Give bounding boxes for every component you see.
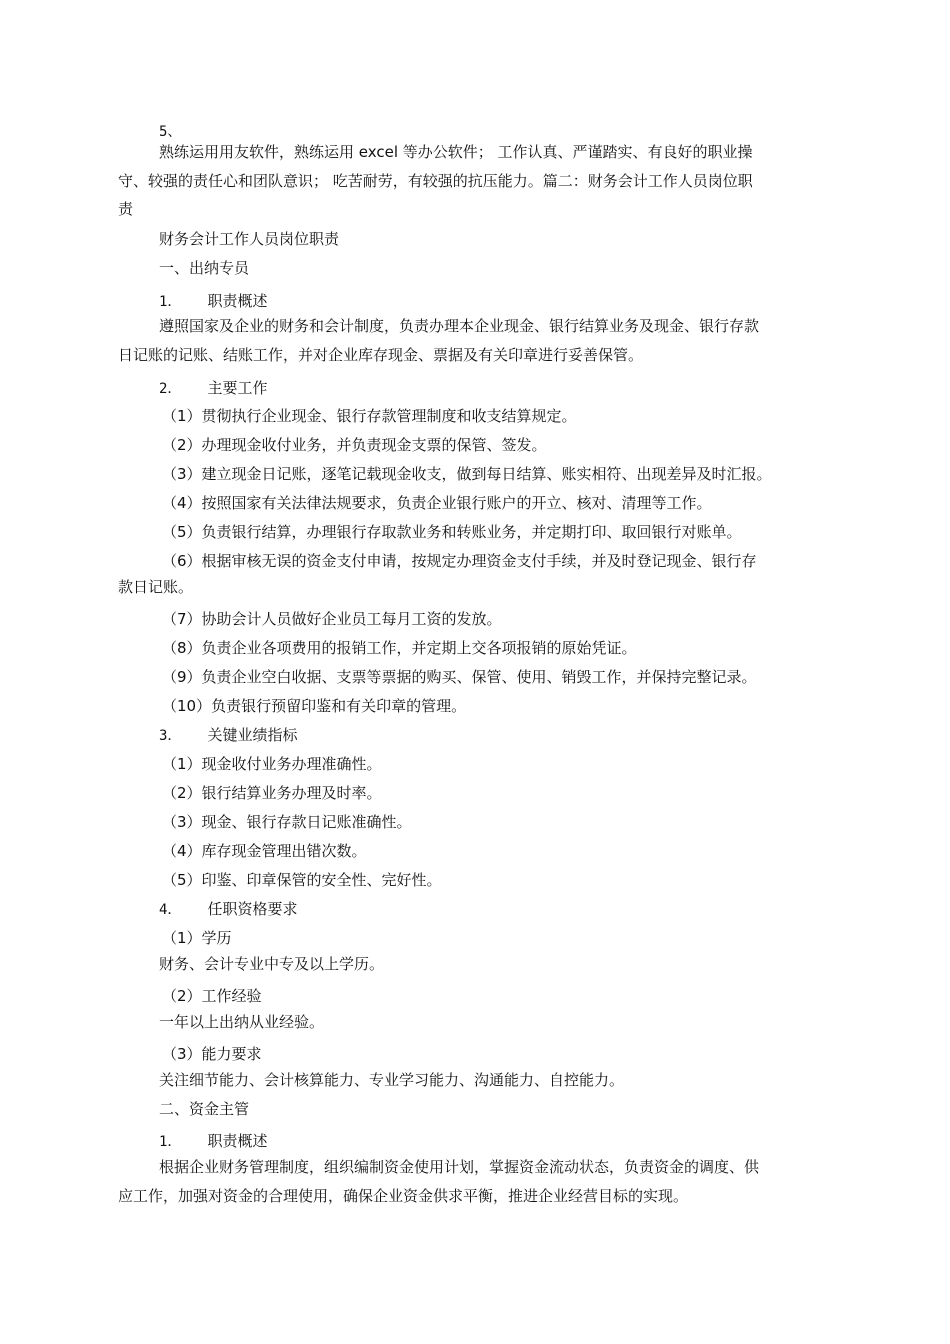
paragraph-line: 守、较强的责任心和团队意识； 吃苦耐劳，有较强的抗压能力。篇二：财务会计工作人员岗位职 — [118, 172, 753, 190]
list-item: （1）现金收付业务办理准确性。 — [162, 755, 382, 773]
subsection-heading: 1． 职责概述 — [159, 1132, 268, 1150]
subsection-heading: 4． 任职资格要求 — [159, 900, 298, 918]
list-item: （2）工作经验 — [162, 987, 262, 1005]
section-title: 财务会计工作人员岗位职责 — [159, 230, 340, 248]
paragraph-line: 遵照国家及企业的财务和会计制度，负责办理本企业现金、银行结算业务及现金、银行存款 — [159, 317, 760, 335]
paragraph-line: 熟练运用用友软件，熟练运用 excel 等办公软件； 工作认真、严谨踏实、有良好的职业操 — [159, 143, 753, 161]
subsection-heading: 3． 关键业绩指标 — [159, 726, 298, 744]
paragraph-line: 财务、会计专业中专及以上学历。 — [159, 955, 385, 973]
list-item: （2）办理现金收付业务，并负责现金支票的保管、签发。 — [162, 436, 547, 454]
list-item: （6）根据审核无误的资金支付申请，按规定办理资金支付手续，并及时登记现金、银行存 — [162, 552, 757, 570]
list-item: （1）贯彻执行企业现金、银行存款管理制度和收支结算规定。 — [162, 407, 577, 425]
paragraph-line: 应工作，加强对资金的合理使用，确保企业资金供求平衡，推进企业经营目标的实现。 — [118, 1187, 689, 1205]
paragraph-line: 关注细节能力、会计核算能力、专业学习能力、沟通能力、自控能力。 — [159, 1071, 625, 1089]
section-heading: 二、资金主管 — [159, 1100, 250, 1118]
list-item: （3）建立现金日记账，逐笔记载现金收支，做到每日结算、账实相符、出现差异及时汇报。 — [162, 465, 772, 483]
list-item: （1）学历 — [162, 929, 232, 947]
list-item: （10）负责银行预留印鉴和有关印章的管理。 — [162, 697, 467, 715]
list-item: （2）银行结算业务办理及时率。 — [162, 784, 382, 802]
list-item: （3）现金、银行存款日记账准确性。 — [162, 813, 412, 831]
item-number: 5、 — [159, 124, 182, 140]
paragraph-line: 根据企业财务管理制度，组织编制资金使用计划，掌握资金流动状态，负责资金的调度、供 — [159, 1158, 760, 1176]
paragraph-line: 日记账的记账、结账工作，并对企业库存现金、票据及有关印章进行妥善保管。 — [118, 346, 644, 364]
list-item: （5）负责银行结算，办理银行存取款业务和转账业务，并定期打印、取回银行对账单。 — [162, 523, 742, 541]
paragraph-line: 一年以上出纳从业经验。 — [159, 1013, 325, 1031]
list-item: （5）印鉴、印章保管的安全性、完好性。 — [162, 871, 442, 889]
list-item-continuation: 款日记账。 — [118, 578, 194, 596]
paragraph-line: 责 — [118, 200, 134, 218]
subsection-heading: 2． 主要工作 — [159, 379, 268, 397]
list-item: （4）按照国家有关法律法规要求，负责企业银行账户的开立、核对、清理等工作。 — [162, 494, 712, 512]
section-heading: 一、出纳专员 — [159, 259, 250, 277]
list-item: （4）库存现金管理出错次数。 — [162, 842, 367, 860]
subsection-heading: 1． 职责概述 — [159, 292, 268, 310]
list-item: （7）协助会计人员做好企业员工每月工资的发放。 — [162, 610, 502, 628]
list-item: （8）负责企业各项费用的报销工作，并定期上交各项报销的原始凭证。 — [162, 639, 637, 657]
list-item: （3）能力要求 — [162, 1045, 262, 1063]
list-item: （9）负责企业空白收据、支票等票据的购买、保管、使用、销毁工作，并保持完整记录。 — [162, 668, 757, 686]
